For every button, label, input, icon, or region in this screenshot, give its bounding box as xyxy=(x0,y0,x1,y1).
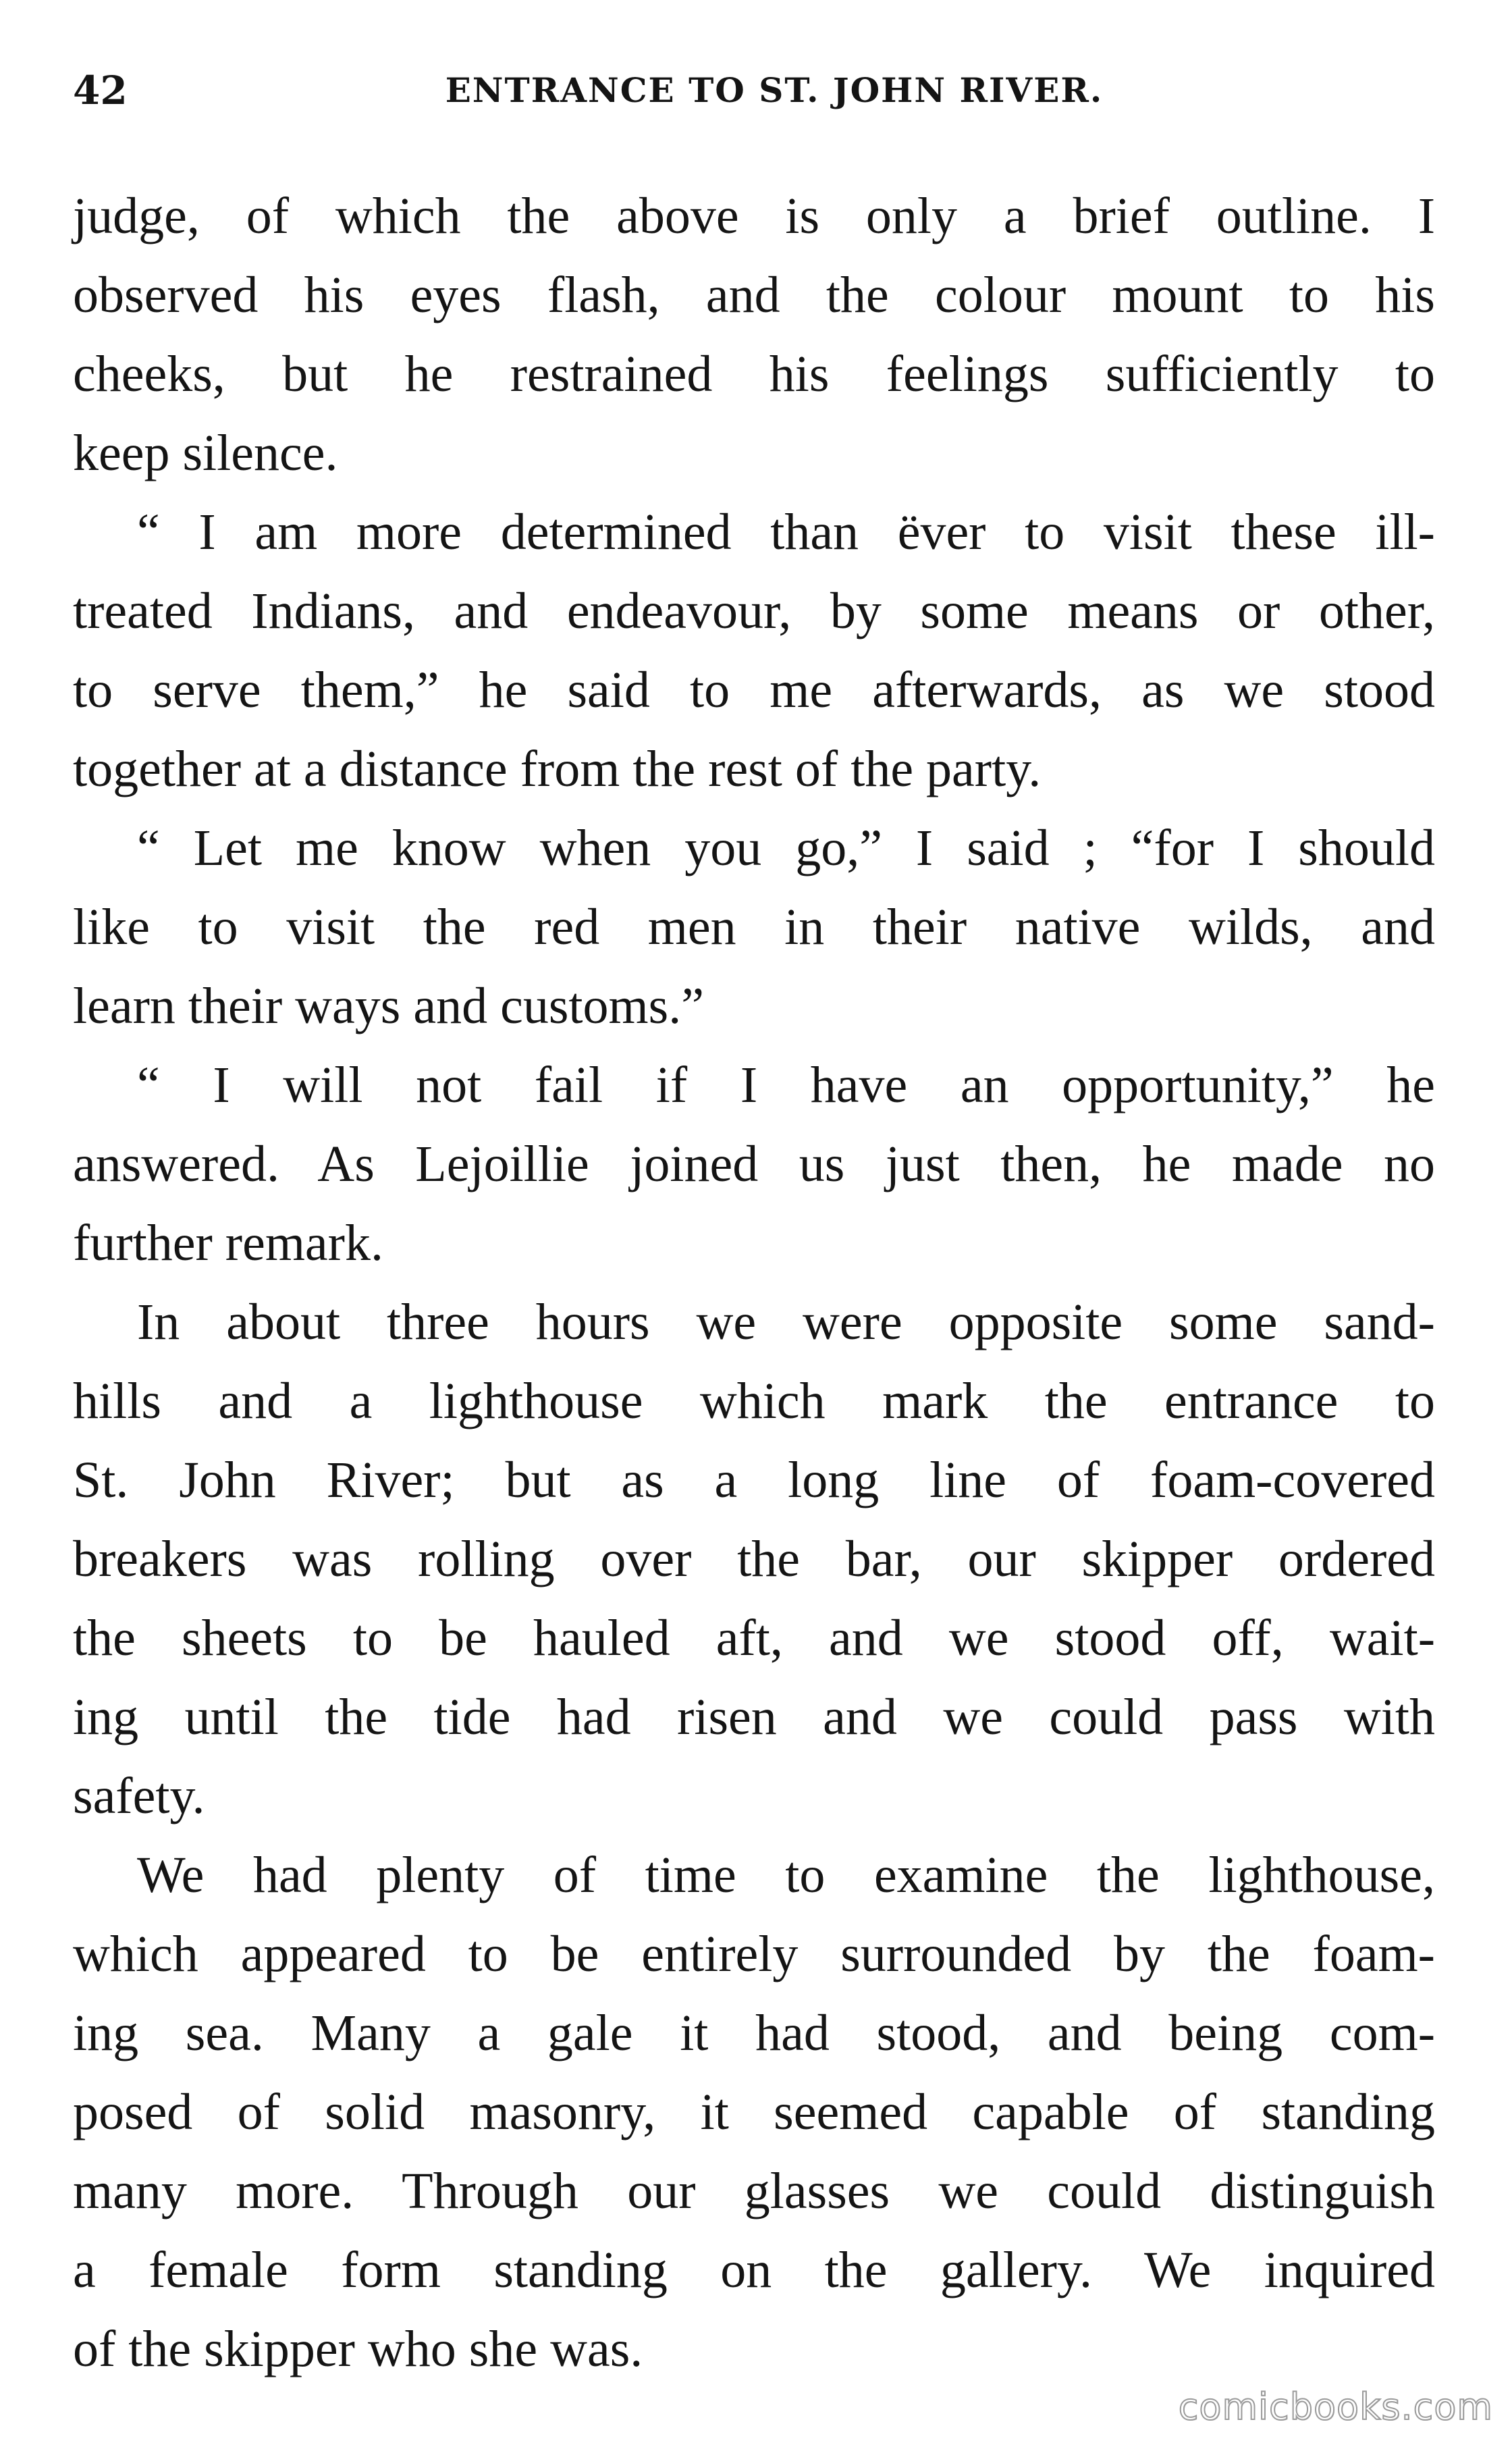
text-line: the sheets to be hauled aft, and we stood off, wait- xyxy=(73,1610,1435,1666)
text-line: answered. As Lejoillie joined us just then, he made no xyxy=(73,1136,1435,1192)
text-line: ing sea. Many a gale it had stood, and being com- xyxy=(73,2005,1435,2061)
text-line: ing until the tide had risen and we could pass with xyxy=(73,1689,1435,1745)
text-line: to serve them,” he said to me afterwards, as we stood xyxy=(73,662,1435,718)
text-line: “ I will not fail if I have an opportunity,” he xyxy=(137,1057,1435,1113)
text-line: like to visit the red men in their native wilds, and xyxy=(73,899,1435,955)
watermark: comicbooks.com xyxy=(1178,2386,1493,2428)
text-line: treated Indians, and endeavour, by some means or other, xyxy=(73,583,1435,639)
text-line: further remark. xyxy=(73,1215,383,1271)
text-line: hills and a lighthouse which mark the entrance to xyxy=(73,1373,1435,1429)
text-line: safety. xyxy=(73,1768,205,1824)
text-line: judge, of which the above is only a brief outline. I xyxy=(73,188,1435,244)
text-line: observed his eyes flash, and the colour mount to his xyxy=(73,267,1435,323)
body-text xyxy=(73,177,1435,2389)
text-line: cheeks, but he restrained his feelings sufficiently to xyxy=(73,346,1435,402)
text-line: a female form standing on the gallery. We inquired xyxy=(73,2242,1435,2298)
text-line: In about three hours we were opposite some sand- xyxy=(137,1294,1435,1350)
text-line: posed of solid masonry, it seemed capable of standing xyxy=(73,2084,1435,2140)
text-line: “ I am more determined than ëver to visit these ill- xyxy=(137,504,1435,560)
text-line: together at a distance from the rest of the party. xyxy=(73,741,1042,797)
page-number: 42 xyxy=(73,68,128,113)
text-line: learn their ways and customs.” xyxy=(73,978,704,1034)
text-line: breakers was rolling over the bar, our skipper ordered xyxy=(73,1531,1435,1587)
text-line: We had plenty of time to examine the lighthouse, xyxy=(137,1847,1435,1903)
text-line: which appeared to be entirely surrounded by the foam- xyxy=(73,1926,1435,1982)
text-line: keep silence. xyxy=(73,425,338,481)
text-line: many more. Through our glasses we could distinguish xyxy=(73,2163,1435,2219)
text-line: St. John River; but as a long line of foam-covered xyxy=(73,1452,1435,1508)
text-line: of the skipper who she was. xyxy=(73,2321,643,2377)
running-title: ENTRANCE TO ST. JOHN RIVER. xyxy=(445,70,1104,110)
running-head xyxy=(73,63,1435,117)
text-line: “ Let me know when you go,” I said ; “for I should xyxy=(137,820,1435,876)
